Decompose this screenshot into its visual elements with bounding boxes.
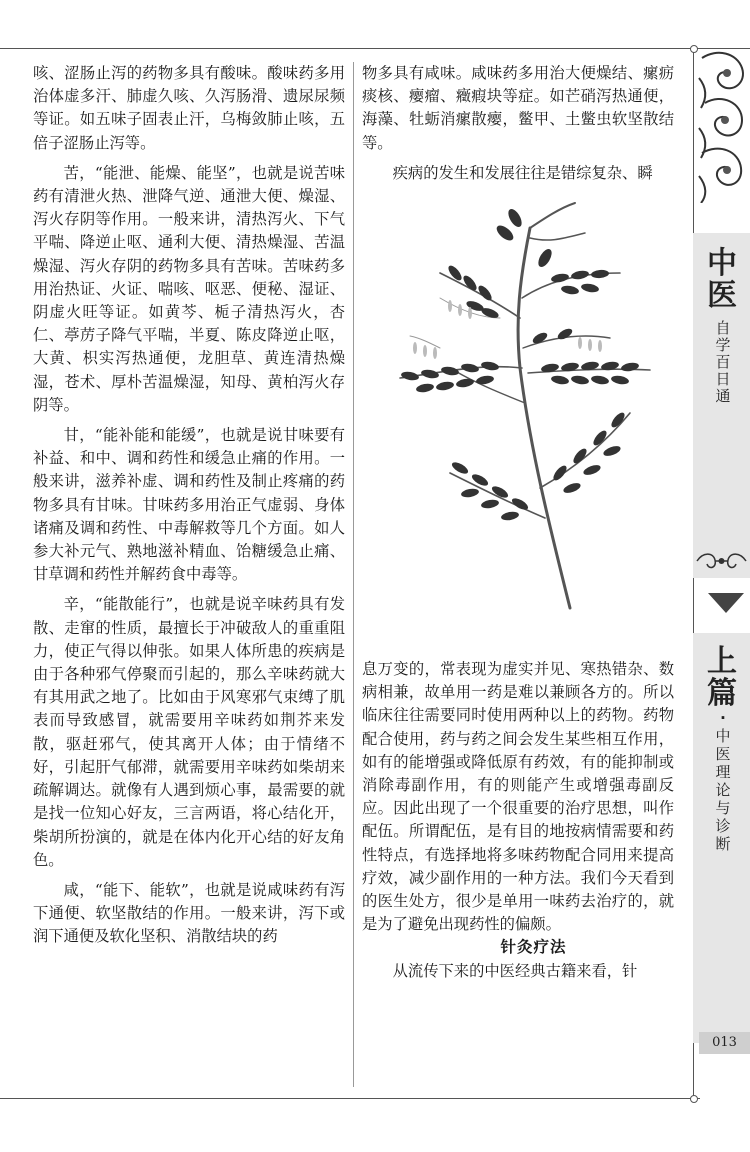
sidebar-tab	[693, 48, 750, 1098]
part-subtitle-char: 中	[715, 727, 731, 745]
cloud-ornament-icon	[697, 48, 750, 203]
part-title-char: 上	[707, 644, 737, 679]
part-title-char: 篇	[707, 676, 737, 711]
book-subtitle-char: 通	[715, 387, 731, 405]
part-subtitle-char: 与	[715, 799, 731, 817]
part-subtitle-char: 论	[715, 781, 731, 799]
page-number: 013	[699, 1032, 750, 1054]
paragraph-salty: 咸，“能下、能软”，也就是说咸味药有泻下通便、软坚散结的作用。一般来讲，泻下或润下通便及软化坚积、消散结块的药	[33, 880, 345, 946]
part-subtitle-char: 医	[715, 745, 731, 763]
part-subtitle-char: 理	[715, 763, 731, 781]
paragraph-compatibility: 息万变的，常表现为虚实并见、寒热错杂、数病相兼，故单用一药是难以兼顾各方的。所以临床往往需要同时使用两种以上的药物。药物配合使用，药与药之间会发生某些相互作用，如有的能增强或降低原有药效，有的能抑制或消除毒副作用，有的则能产生或增强毒副反应。因此出现了一个很重要的治疗思想，叫作配伍。所谓配伍，是有目的地按病情需要和药性特点，有选择地将多味药物配合同用来提高疗效，减少副作用的一种方法。我们今天看到的医生处方，很少是单用一味药去治疗的，就是为了避免出现药性的偏颇。	[362, 660, 674, 934]
book-subtitle-char: 自	[715, 319, 731, 337]
book-title-char: 医	[707, 278, 737, 313]
herb-plant-illustration	[380, 198, 670, 623]
book-subtitle-char: 学	[715, 336, 731, 354]
section-heading-acupuncture: 针灸疗法	[500, 938, 567, 957]
paragraph-sour-end: 咳、涩肠止泻的药物多具有酸味。酸味药多用治体虚多汗、肺虚久咳、久泻肠滑、遗尿尿频等证。如五味子固表止汗，乌梅敛肺止咳，五倍子涩肠止泻等。	[33, 64, 345, 152]
left-text-column	[33, 62, 345, 949]
frame-top-line	[0, 48, 750, 49]
paragraph-compatibility-start: 疾病的发生和发展往往是错综复杂、瞬	[392, 163, 653, 182]
column-divider	[353, 62, 354, 1087]
paragraph-sweet: 甘，“能补能和能缓”，也就是说甘味要有补益、和中、调和药性和缓急止痛的作用。一般来讲，滋养补虚、调和药性及制止疼痛的药物多具有甘味。甘味药多用治正气虚弱、身体诸痛及调和药性、中毒解救等几个方面。如人参大补元气、熟地滋补精血、饴糖缓急止痛、甘草调和药性并解药食中毒等。	[33, 426, 345, 584]
right-text-column-top	[362, 62, 674, 185]
right-text-column-bottom	[362, 658, 674, 983]
part-title-dot: ·	[720, 709, 726, 727]
triangle-marker-icon	[708, 593, 744, 613]
book-subtitle-char: 日	[715, 370, 731, 388]
paragraph-acupuncture-start: 从流传下来的中医经典古籍来看，针	[392, 961, 638, 980]
part-subtitle-char: 断	[715, 835, 731, 853]
book-subtitle-char: 百	[715, 353, 731, 371]
part-subtitle-char: 诊	[715, 817, 731, 835]
book-title-char: 中	[707, 246, 737, 281]
scroll-ornament-icon	[695, 548, 748, 574]
frame-bottom-line	[0, 1098, 700, 1099]
paragraph-bitter: 苦，“能泄、能燥、能坚”，也就是说苦味药有清泄火热、泄降气逆、通泄大便、燥湿、泻火存阴等作用。一般来讲，清热泻火、下气平喘、降逆止呕、通利大便、清热燥湿、苦温燥湿、泻火存阴的药物多具有苦味。苦味药多用治热证、火证、喘咳、呕恶、便秘、湿证、阴虚火旺等证。如黄芩、栀子清热泻火，杏仁、葶苈子降气平喘，半夏、陈皮降逆止呕，大黄、枳实泻热通便，龙胆草、黄连清热燥湿，苍术、厚朴苦温燥湿，知母、黄柏泻火存阴等。	[33, 163, 345, 414]
paragraph-pungent: 辛，“能散能行”，也就是说辛味药具有发散、走窜的性质，最擅长于冲破敌人的重重阻力，使正气得以伸张。如果人体所患的疾病是由于各种邪气停聚而引起的，那么辛味药就大有其用武之地了。比如由于风寒邪气束缚了肌表而导致感冒，就需要用辛味药如荆芥来发散，驱赶邪气，使其离开人体；由于情绪不好，引起肝气郁滞，就需要用辛味药如柴胡来疏解调达。就像有人遇到烦心事，最需要的就是找一位知心好友，三言两语，将心结化开，柴胡所扮演的，就是在体内化开心结的好友角色。	[33, 595, 345, 869]
paragraph-salty-end: 物多具有咸味。咸味药多用治大便燥结、瘰疬痰核、瘿瘤、癥瘕块等症。如芒硝泻热通便，海藻、牡蛎消瘰散瘿，鳖甲、土鳖虫软坚散结等。	[362, 64, 674, 152]
